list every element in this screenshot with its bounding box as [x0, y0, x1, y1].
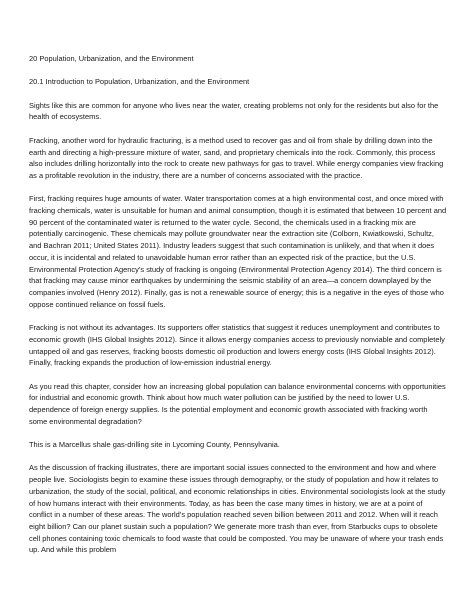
paragraph-sights-caption: Sights like this are common for anyone who lives near the water, creating problems not only for the residents but also for the health of ecosystems.: [29, 100, 439, 122]
chapter-heading: 20 Population, Urbanization, and the Environment: [29, 54, 194, 63]
paragraph-fracking-definition: Fracking, another word for hydraulic fracturing, is a method used to recover gas and oil from shale by drilling down into the earth and directing a high-pressure mixture of water, sand, and proprietary chemicals into the rock. Commonly, this process also includes drilling horizontally into the rock to create new pathways for gas to travel. While energy companies view fracking as a profitable revolution in the industry, there are a number of concerns associated with the practice.: [29, 135, 444, 180]
document-body: [29, 53, 447, 568]
paragraph-fracking-concerns: First, fracking requires huge amounts of water. Water transportation comes at a high environmental cost, and once mixed with fracking chemicals, water is unsuitable for human and animal consumption, though it is estimated that between 10 percent and 90 percent of the contaminated water is returned to the water cycle. Second, the chemicals used in a fracking mix are potentially carcinogenic. These chemicals may pollute groundwater near the extraction site (Colborn, Kwiatkowski, Schultz, and Bachran 2011; United States 2011). Industry leaders suggest that such contamination is unlikely, and that when it does occur, it is incidental and related to unavoidable human error rather than an expected risk of the practice, but the U.S. Environmental Protection Agency’s study of fracking is ongoing (Environmental Protection Agency 2014). The third concern is that fracking may cause minor earthquakes by undermining the seismic stability of an area—a concern downplayed by the companies involved (Henry 2012). Finally, gas is not a renewable source of energy; this is a negative in the eyes of those who oppose continued reliance on fossil fuels.: [29, 194, 447, 309]
paragraph-reading-prompt: As you read this chapter, consider how an increasing global population can balance environmental concerns with opportunities for industrial and economic growth. Think about how much water pollution can be justified by the need to lower U.S. dependence of foreign energy supplies. Is the potential employment and economic growth associated with fracking worth some environmental degradation?: [29, 381, 446, 426]
section-heading: 20.1 Introduction to Population, Urbanization, and the Environment: [29, 77, 250, 87]
paragraph-image-caption: This is a Marcellus shale gas-drilling site in Lycoming County, Pennsylvania.: [29, 440, 280, 450]
paragraph-sociology-intro: As the discussion of fracking illustrates, there are important social issues connected to the environment and how and where people live. Sociologists begin to examine these issues through demography, or the study of population and how it relates to urbanization, the study of the social, political, and economic relationships in cities. Environmental sociologists look at the study of how humans interact with their environments. Today, as has been the case many times in history, we are at a point of conflict in a number of these areas. The world’s population reached seven billion between 2011 and 2012. When will it reach eight billion? Can our planet sustain such a population? We generate more trash than ever, from Starbucks cups to obsolete cell phones containing toxic chemicals to food waste that could be composted. You may be unaware of where your trash ends up. And while this problem: [29, 463, 446, 555]
paragraph-fracking-advantages: Fracking is not without its advantages. Its supporters offer statistics that suggest it reduces unemployment and contributes to economic growth (IHS Global Insights 2012). Since it allows energy companies access to previously nonviable and completely untapped oil and gas reserves, fracking boosts domestic oil production and lowers energy costs (IHS Global Insights 2012). Finally, fracking expands the production of low-emission industrial energy.: [29, 323, 445, 368]
